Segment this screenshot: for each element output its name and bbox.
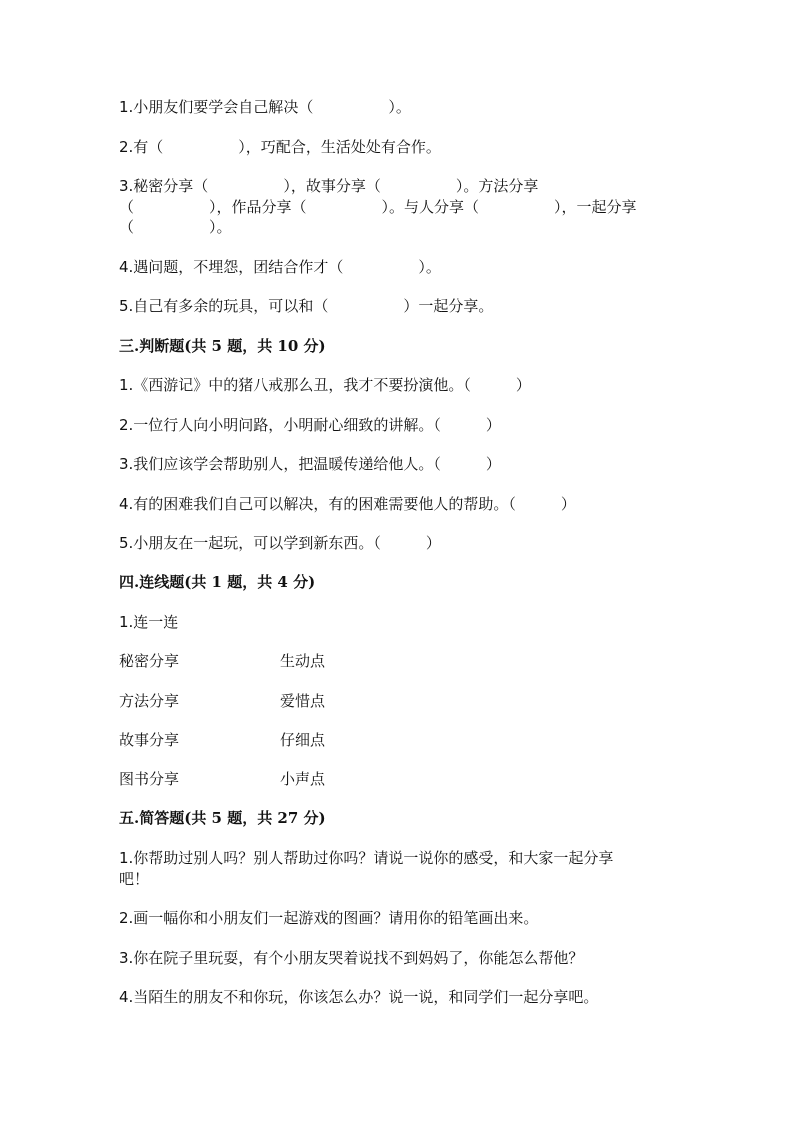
judge-question-5: 5.小朋友在一起玩，可以学到新东西。（ ）	[119, 534, 441, 552]
short-answer-question-1-line-1: 1.你帮助过别人吗？别人帮助过你吗？请说一说你的感受，和大家一起分享	[119, 849, 614, 867]
section-heading-short-answer: 五.简答题(共 5 题，共 27 分)	[119, 809, 326, 827]
match-left-item: 故事分享	[119, 731, 180, 749]
match-right-item: 小声点	[280, 770, 326, 788]
section-heading-judge: 三.判断题(共 5 题，共 10 分)	[119, 337, 326, 355]
match-prompt: 1.连一连	[119, 613, 179, 631]
match-right-item: 爱惜点	[280, 692, 326, 710]
match-right-item: 仔细点	[280, 731, 326, 749]
fill-blank-question-3-line-2: （ ），作品分享（ ）。与人分享（ ），一起分享	[119, 198, 637, 216]
judge-question-1: 1.《西游记》中的猪八戒那么丑，我才不要扮演他。（ ）	[119, 376, 531, 394]
short-answer-question-4: 4.当陌生的朋友不和你玩，你该怎么办？说一说，和同学们一起分享吧。	[119, 988, 599, 1006]
match-left-item: 方法分享	[119, 692, 180, 710]
fill-blank-question-3-line-3: （ ）。	[119, 218, 232, 236]
section-heading-match: 四.连线题(共 1 题，共 4 分)	[119, 573, 316, 591]
fill-blank-question-1: 1.小朋友们要学会自己解决（ ）。	[119, 98, 411, 116]
judge-question-3: 3.我们应该学会帮助别人，把温暖传递给他人。（ ）	[119, 455, 501, 473]
fill-blank-question-4: 4.遇问题，不埋怨，团结合作才（ ）。	[119, 258, 441, 276]
short-answer-question-2: 2.画一幅你和小朋友们一起游戏的图画？请用你的铅笔画出来。	[119, 909, 539, 927]
fill-blank-question-3-line-1: 3.秘密分享（ ），故事分享（ ）。方法分享	[119, 177, 539, 195]
match-right-item: 生动点	[280, 652, 326, 670]
fill-blank-question-5: 5.自己有多余的玩具，可以和（ ）一起分享。	[119, 297, 494, 315]
fill-blank-question-2: 2.有（ ），巧配合，生活处处有合作。	[119, 138, 441, 156]
short-answer-question-1-line-2: 吧！	[119, 870, 150, 888]
short-answer-question-3: 3.你在院子里玩耍，有个小朋友哭着说找不到妈妈了，你能怎么帮他？	[119, 949, 584, 967]
match-left-item: 图书分享	[119, 770, 180, 788]
judge-question-4: 4.有的困难我们自己可以解决，有的困难需要他人的帮助。（ ）	[119, 495, 576, 513]
judge-question-2: 2.一位行人向小明问路，小明耐心细致的讲解。（ ）	[119, 416, 501, 434]
match-left-item: 秘密分享	[119, 652, 180, 670]
